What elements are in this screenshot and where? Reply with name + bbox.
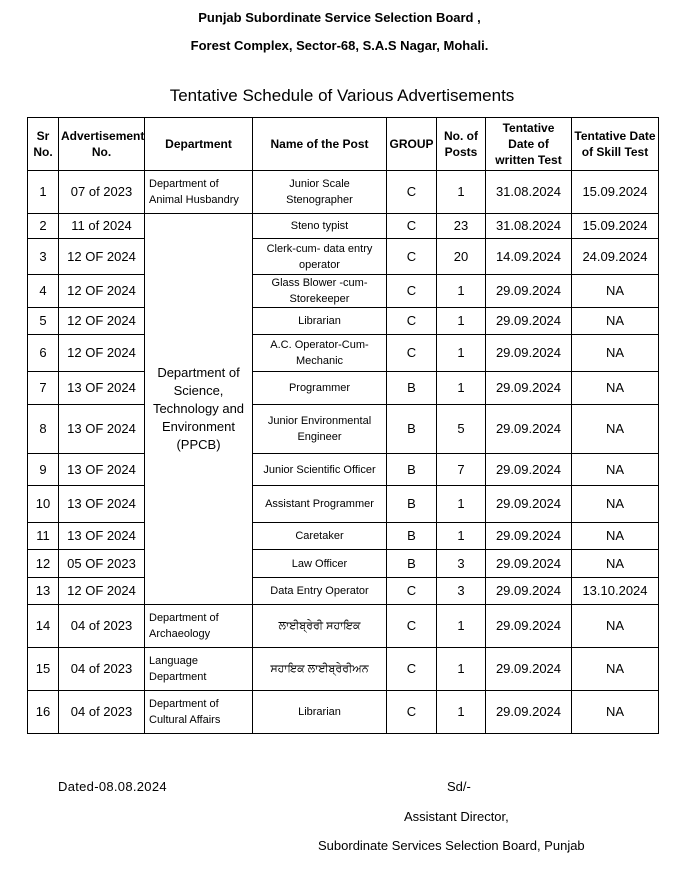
- adv-cell: 07 of 2023: [59, 171, 145, 214]
- group-cell: C: [387, 214, 437, 239]
- posts-cell: 5: [437, 405, 486, 454]
- written-date-cell: 29.09.2024: [486, 372, 572, 405]
- written-date-cell: 31.08.2024: [486, 171, 572, 214]
- group-cell: B: [387, 405, 437, 454]
- group-cell: C: [387, 691, 437, 734]
- adv-cell: 04 of 2023: [59, 605, 145, 648]
- adv-cell: 12 OF 2024: [59, 335, 145, 372]
- table-row: [28, 578, 659, 605]
- written-date-cell: 29.09.2024: [486, 335, 572, 372]
- signature-mark: Sd/-: [447, 779, 471, 794]
- skill-date-cell: 24.09.2024: [572, 239, 659, 275]
- written-date-cell: 31.08.2024: [486, 214, 572, 239]
- col-header-dept: Department: [145, 118, 253, 171]
- skill-date-cell: NA: [572, 523, 659, 550]
- posts-cell: 1: [437, 308, 486, 335]
- skill-date-cell: NA: [572, 335, 659, 372]
- posts-cell: 1: [437, 275, 486, 308]
- table-row: [28, 308, 659, 335]
- dept-cell: Department of Animal Husbandry: [145, 171, 253, 214]
- written-date-cell: 29.09.2024: [486, 523, 572, 550]
- post-cell: A.C. Operator-Cum-Mechanic: [253, 335, 387, 372]
- table-row: [28, 691, 659, 734]
- sr-cell: 16: [28, 691, 59, 734]
- table-row: [28, 171, 659, 214]
- skill-date-cell: NA: [572, 550, 659, 578]
- skill-date-cell: 15.09.2024: [572, 214, 659, 239]
- group-cell: B: [387, 486, 437, 523]
- col-header-sr: Sr No.: [28, 118, 59, 171]
- skill-date-cell: NA: [572, 648, 659, 691]
- skill-date-cell: NA: [572, 372, 659, 405]
- skill-date-cell: NA: [572, 454, 659, 486]
- skill-date-cell: NA: [572, 308, 659, 335]
- written-date-cell: 29.09.2024: [486, 308, 572, 335]
- adv-cell: 05 OF 2023: [59, 550, 145, 578]
- post-cell: Librarian: [253, 691, 387, 734]
- table-row: [28, 605, 659, 648]
- schedule-table: [27, 117, 659, 734]
- dept-cell: Department of Cultural Affairs: [145, 691, 253, 734]
- post-cell: Law Officer: [253, 550, 387, 578]
- adv-cell: 13 OF 2024: [59, 523, 145, 550]
- group-cell: C: [387, 275, 437, 308]
- group-cell: B: [387, 372, 437, 405]
- group-cell: C: [387, 648, 437, 691]
- post-cell: Librarian: [253, 308, 387, 335]
- post-cell: Caretaker: [253, 523, 387, 550]
- sr-cell: 6: [28, 335, 59, 372]
- skill-date-cell: NA: [572, 405, 659, 454]
- written-date-cell: 29.09.2024: [486, 275, 572, 308]
- sr-cell: 11: [28, 523, 59, 550]
- posts-cell: 23: [437, 214, 486, 239]
- page-title: Tentative Schedule of Various Advertisements: [169, 86, 515, 105]
- written-date-cell: 29.09.2024: [486, 691, 572, 734]
- group-cell: C: [387, 308, 437, 335]
- posts-cell: 3: [437, 578, 486, 605]
- post-cell: Programmer: [253, 372, 387, 405]
- written-date-cell: 29.09.2024: [486, 486, 572, 523]
- col-header-posts: No. of Posts: [437, 118, 486, 171]
- written-date-cell: 29.09.2024: [486, 605, 572, 648]
- dept-cell: Language Department: [145, 648, 253, 691]
- skill-date-cell: NA: [572, 486, 659, 523]
- posts-cell: 3: [437, 550, 486, 578]
- adv-cell: 13 OF 2024: [59, 372, 145, 405]
- group-cell: C: [387, 171, 437, 214]
- table-row: [28, 523, 659, 550]
- table-row: [28, 486, 659, 523]
- adv-cell: 13 OF 2024: [59, 405, 145, 454]
- sr-cell: 3: [28, 239, 59, 275]
- posts-cell: 1: [437, 605, 486, 648]
- post-cell: Clerk-cum- data entry operator: [253, 239, 387, 275]
- table-row: [28, 239, 659, 275]
- col-header-adv: Advertisement No.: [59, 118, 145, 171]
- table-row: [28, 335, 659, 372]
- signatory-designation: Assistant Director,: [404, 809, 509, 824]
- adv-cell: 12 OF 2024: [59, 308, 145, 335]
- sr-cell: 2: [28, 214, 59, 239]
- post-cell: ਸਹਾਇਕ ਲਾਈਬ੍ਰੇਰੀਅਨ: [253, 648, 387, 691]
- group-cell: B: [387, 550, 437, 578]
- posts-cell: 1: [437, 523, 486, 550]
- written-date-cell: 29.09.2024: [486, 454, 572, 486]
- posts-cell: 1: [437, 486, 486, 523]
- group-cell: B: [387, 454, 437, 486]
- posts-cell: 7: [437, 454, 486, 486]
- col-header-skill: Tentative Date of Skill Test: [572, 118, 659, 171]
- group-cell: C: [387, 605, 437, 648]
- post-cell: Steno typist: [253, 214, 387, 239]
- adv-cell: 04 of 2023: [59, 691, 145, 734]
- table-row: [28, 454, 659, 486]
- sr-cell: 9: [28, 454, 59, 486]
- posts-cell: 20: [437, 239, 486, 275]
- signatory-board: Subordinate Services Selection Board, Punjab: [318, 838, 585, 853]
- sr-cell: 8: [28, 405, 59, 454]
- adv-cell: 12 OF 2024: [59, 239, 145, 275]
- written-date-cell: 14.09.2024: [486, 239, 572, 275]
- sr-cell: 7: [28, 372, 59, 405]
- sr-cell: 5: [28, 308, 59, 335]
- board-address: Forest Complex, Sector-68, S.A.S Nagar, Mohali.: [190, 38, 489, 53]
- post-cell: Glass Blower -cum-Storekeeper: [253, 275, 387, 308]
- dept-cell: Department of Science, Technology and Environment (PPCB): [145, 214, 253, 605]
- table-header-row: [28, 118, 659, 171]
- adv-cell: 04 of 2023: [59, 648, 145, 691]
- table-row: [28, 405, 659, 454]
- col-header-group: GROUP: [387, 118, 437, 171]
- written-date-cell: 29.09.2024: [486, 578, 572, 605]
- skill-date-cell: 13.10.2024: [572, 578, 659, 605]
- adv-cell: 13 OF 2024: [59, 486, 145, 523]
- posts-cell: 1: [437, 372, 486, 405]
- board-name: Punjab Subordinate Service Selection Board ,: [198, 10, 481, 25]
- post-cell: Data Entry Operator: [253, 578, 387, 605]
- adv-cell: 13 OF 2024: [59, 454, 145, 486]
- table-row: [28, 550, 659, 578]
- table-row: [28, 275, 659, 308]
- post-cell: Junior Scale Stenographer: [253, 171, 387, 214]
- sr-cell: 12: [28, 550, 59, 578]
- group-cell: C: [387, 335, 437, 372]
- post-cell: Junior Scientific Officer: [253, 454, 387, 486]
- posts-cell: 1: [437, 648, 486, 691]
- group-cell: C: [387, 239, 437, 275]
- dept-cell: Department of Archaeology: [145, 605, 253, 648]
- sr-cell: 4: [28, 275, 59, 308]
- post-cell: Assistant Programmer: [253, 486, 387, 523]
- table-row: [28, 214, 659, 239]
- written-date-cell: 29.09.2024: [486, 550, 572, 578]
- group-cell: B: [387, 523, 437, 550]
- posts-cell: 1: [437, 691, 486, 734]
- table-row: [28, 372, 659, 405]
- table-row: [28, 648, 659, 691]
- adv-cell: 12 OF 2024: [59, 275, 145, 308]
- written-date-cell: 29.09.2024: [486, 405, 572, 454]
- sr-cell: 13: [28, 578, 59, 605]
- posts-cell: 1: [437, 171, 486, 214]
- adv-cell: 11 of 2024: [59, 214, 145, 239]
- skill-date-cell: NA: [572, 275, 659, 308]
- col-header-post: Name of the Post: [253, 118, 387, 171]
- post-cell: ਲਾਈਬ੍ਰੇਰੀ ਸਹਾਇਕ: [253, 605, 387, 648]
- post-cell: Junior Environmental Engineer: [253, 405, 387, 454]
- skill-date-cell: 15.09.2024: [572, 171, 659, 214]
- skill-date-cell: NA: [572, 605, 659, 648]
- dated-text: Dated-08.08.2024: [58, 779, 167, 794]
- sr-cell: 1: [28, 171, 59, 214]
- skill-date-cell: NA: [572, 691, 659, 734]
- written-date-cell: 29.09.2024: [486, 648, 572, 691]
- col-header-written: Tentative Date of written Test: [486, 118, 572, 171]
- sr-cell: 14: [28, 605, 59, 648]
- posts-cell: 1: [437, 335, 486, 372]
- adv-cell: 12 OF 2024: [59, 578, 145, 605]
- sr-cell: 15: [28, 648, 59, 691]
- sr-cell: 10: [28, 486, 59, 523]
- group-cell: C: [387, 578, 437, 605]
